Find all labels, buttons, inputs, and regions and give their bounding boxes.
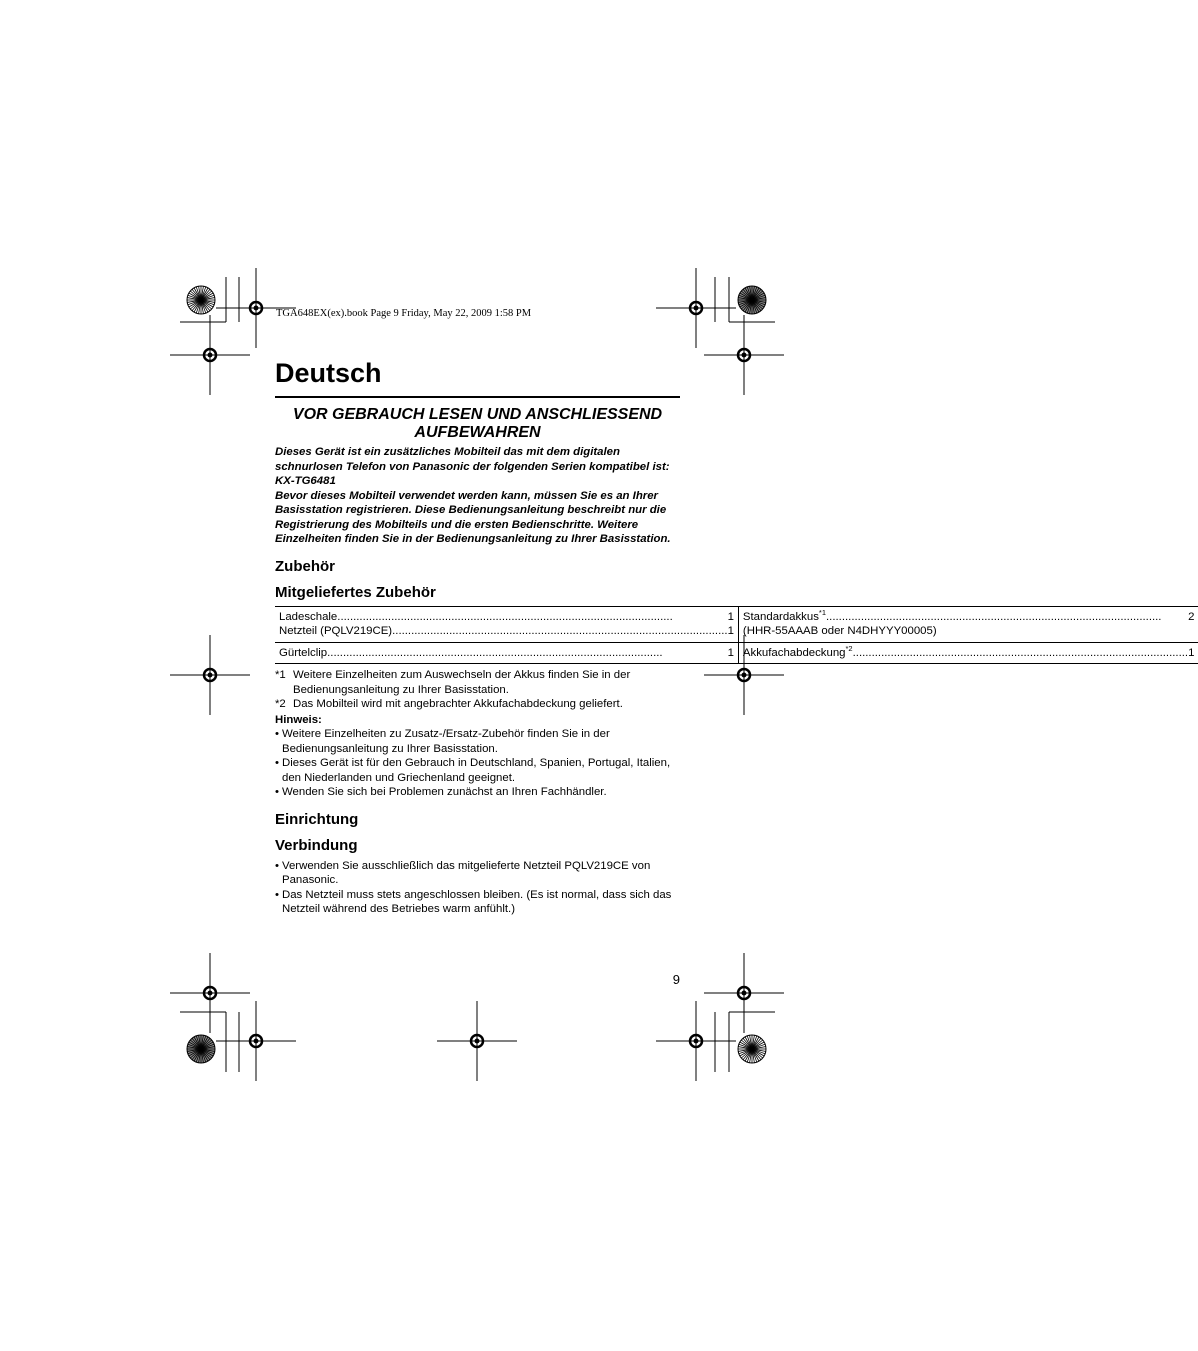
registration-mark [170,635,250,715]
star-target-mark [738,286,766,314]
registration-mark [170,953,250,1033]
registration-mark [656,268,736,348]
book-header-info: TGA648EX(ex).book Page 9 Friday, May 22, 2009 1:58 PM [276,308,532,319]
connection-heading: Verbindung [275,836,358,854]
supplied-accessories-heading: Mitgeliefertes Zubehör [275,583,436,601]
registration-mark [704,953,784,1033]
registration-mark [216,1001,296,1081]
page-title: Deutsch [275,356,680,398]
page-number: 9 [672,972,680,987]
battery-model-numbers: (HHR-55AAAB oder N4DHYYY00005) [742,625,937,637]
note-list [275,727,680,800]
page-content [275,356,1195,917]
list-item: • Weitere Einzelheiten zu Zusatz-/Ersatz-Zubehör finden Sie in der Bedienungsanleitung zu Ihrer Basisstation. [275,727,680,756]
setup-heading: Einrichtung [275,810,359,828]
registration-mark [437,1001,517,1081]
star-target-mark [187,1035,215,1063]
star-target-mark [187,286,215,314]
accessories-table [275,606,1198,665]
list-item: • Dieses Gerät ist für den Gebrauch in Deutschland, Spanien, Portugal, Italien, den Niederlanden und Griechenland geeignet. [275,756,680,785]
footnote-1: *1 Weitere Einzelheiten zum Auswechseln der Akkus finden Sie in der Bedienungsanleitung zu Ihrer Basisstation. [275,669,631,696]
footnote-2: *2 Das Mobilteil wird mit angebrachter Akkufachabdeckung geliefert. [275,698,623,710]
accessory-item-charger: Ladeschale ..... 1 [279,610,734,625]
table-row [275,642,1198,664]
list-item: • Verwenden Sie ausschließlich das mitgelieferte Netzteil PQLV219CE von Panasonic. [275,859,680,888]
registration-mark [704,315,784,395]
table-row [275,606,1198,642]
registration-mark [170,315,250,395]
warning-paragraph-registration: Bevor dieses Mobilteil verwendet werden kann, müssen Sie es an Ihrer Basisstation registrieren. Diese Bedienungsanleitung beschreibt nur die Registrierung des Mobilteils und die ersten Bedienschritte. Weitere Einzelheiten finden Sie in der Bedienungsanleitung zu Ihrer Basisstation. [275,489,671,545]
accessory-item-adaptor: Netzteil (PQLV219CE) ..... 1 [279,624,734,639]
accessory-item-belt-clip: Gürtelclip ..... 1 [279,646,734,661]
list-item: • Das Netzteil muss stets angeschlossen bleiben. (Es ist normal, dass sich das Netzteil während des Betriebes warm anfühlt.) [275,888,680,917]
warning-paragraph-compatibility: Dieses Gerät ist ein zusätzliches Mobilteil das mit dem digitalen schnurlosen Telefon von Panasonic der folgenden Serien kompatibel ist: KX-TG6481 [275,446,670,487]
footnotes [275,668,680,712]
accessories-heading: Zubehör [275,557,335,575]
accessory-item-battery-cover: Akkufachabdeckung$^{*2}$ ..... 1 [743,646,1195,661]
warning-title: VOR GEBRAUCH LESEN UND ANSCHLIESSEND AUFBEWAHREN [292,406,663,441]
accessory-item-batteries: Standardakkus$^{*1}$ ..... 2 [743,610,1195,625]
note-label: Hinweis: [275,713,322,726]
list-item: • Wenden Sie sich bei Problemen zunächst an Ihren Fachhändler. [275,785,680,800]
connection-list [275,859,680,917]
star-target-mark [738,1035,766,1063]
registration-mark [656,1001,736,1081]
